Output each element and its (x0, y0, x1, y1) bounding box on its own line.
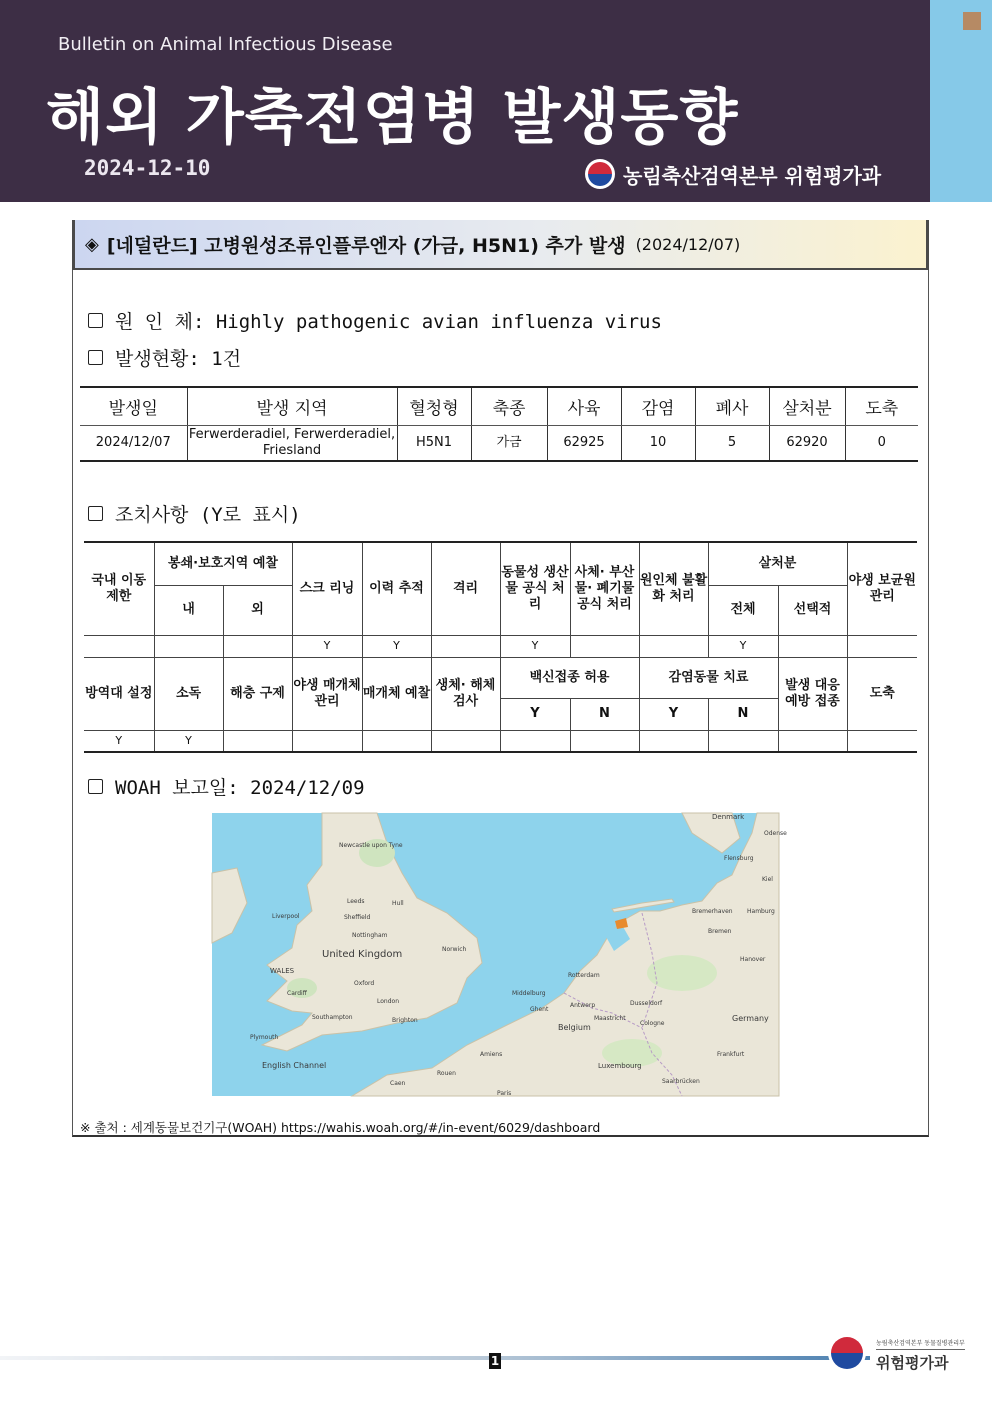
measures-header-row-2 (84, 657, 917, 698)
header-treat-y: Y (639, 698, 708, 730)
header-wild-vector: 야생 매개체 관리 (292, 657, 362, 730)
source-citation: ※ 출처 : 세계동물보건기구(WOAH) https://wahis.woah.org/#/in-event/6029/dashboard (80, 1120, 601, 1135)
report-title-bar (72, 220, 929, 270)
value-cell: Y (84, 730, 154, 752)
header-zone-in: 내 (154, 585, 223, 635)
header-vaccine-y: Y (500, 698, 570, 730)
table-cell: 10 (621, 425, 695, 461)
diamond-bullet-icon: ◈ (85, 233, 99, 255)
value-cell: Y (154, 730, 223, 752)
checkbox-icon (88, 779, 103, 794)
map-label-germany: Germany (732, 1014, 769, 1023)
taegeuk-emblem-icon (585, 159, 615, 189)
map-city-label: Hull (392, 900, 404, 907)
measures-line (88, 500, 301, 527)
footer-emblem-icon (828, 1334, 866, 1372)
outbreak-table (80, 386, 918, 462)
measures-value-row-2 (84, 730, 917, 752)
table-cell: 가금 (471, 425, 547, 461)
map-label-uk: United Kingdom (322, 949, 403, 960)
header-wildlife: 야생 보균원 관리 (847, 542, 917, 635)
value-cell (362, 730, 431, 752)
pathogen-line (88, 307, 662, 334)
header-treatment: 감염동물 치료 (639, 657, 778, 698)
organization (585, 158, 881, 190)
map-city-label: Middelburg (512, 990, 546, 997)
header-necropsy: 생체· 해체 검사 (431, 657, 500, 730)
map-city-label: Plymouth (250, 1034, 279, 1041)
header-emergency-vax: 발생 대응 예방 접종 (778, 657, 847, 730)
value-cell (847, 635, 917, 657)
organization-name: 농림축산검역본부 위험평가과 (623, 163, 882, 188)
map-city-label: Leeds (347, 898, 365, 905)
outbreak-map[interactable] (212, 813, 787, 1097)
map-city-label: Paris (497, 1090, 512, 1097)
checkbox-icon (88, 313, 103, 328)
woah-report-text: WOAH 보고일: 2024/12/09 (115, 777, 365, 799)
page-title: 해외 가축전염병 발생동향 (46, 83, 739, 153)
map-city-label: Hanover (740, 956, 766, 963)
measures-table (84, 541, 917, 753)
status-line (88, 344, 241, 371)
value-cell (223, 635, 292, 657)
measures-text: 조치사항 (Y로 표시) (115, 504, 301, 526)
map-city-label: Oxford (354, 980, 375, 987)
footer-org-big: 위험평가과 (876, 1354, 949, 1372)
value-cell: Y (708, 635, 778, 657)
bulletin-subtitle: Bulletin on Animal Infectious Disease (58, 34, 393, 55)
header-zone: 봉쇄·보호지역 예찰 (154, 542, 292, 585)
map-city-label: Antwerp (570, 1002, 596, 1009)
value-cell: Y (292, 635, 362, 657)
column-header: 발생 지역 (187, 387, 397, 425)
table-cell: 0 (845, 425, 918, 461)
table-cell: 5 (695, 425, 769, 461)
value-cell (500, 730, 570, 752)
map-label-belgium: Belgium (558, 1023, 591, 1032)
header-slaughter: 도축 (847, 657, 917, 730)
value-cell (639, 730, 708, 752)
map-city-label: Flensburg (724, 855, 754, 862)
footer-org-small: 농림축산검역본부 동물질병관리부 (876, 1338, 965, 1350)
checkbox-icon (88, 350, 103, 365)
map-label-lux: Luxembourg (598, 1062, 642, 1070)
value-cell (708, 730, 778, 752)
footer-line (0, 1356, 870, 1360)
header-screening: 스크 리닝 (292, 542, 362, 635)
header-vaccine: 백신접종 허용 (500, 657, 639, 698)
map-city-label: Amiens (480, 1051, 503, 1058)
value-cell (639, 635, 708, 657)
map-city-label: Nottingham (352, 932, 388, 939)
pathogen-text: 원 인 체: Highly pathogenic avian influenza virus (115, 311, 662, 333)
map-city-label: Bremerhaven (692, 908, 733, 915)
header-side-bar (930, 0, 992, 202)
value-cell (778, 635, 847, 657)
map-city-label: Hamburg (747, 908, 775, 915)
header-zone-out: 외 (223, 585, 292, 635)
page-number: 1 (490, 1354, 500, 1368)
woah-report-line (88, 773, 365, 800)
map-city-label: Rotterdam (568, 972, 600, 979)
map-city-label: Cardiff (287, 990, 307, 997)
measures-header-row (84, 542, 917, 585)
header-tracing: 이력 추적 (362, 542, 431, 635)
map-label-wales: WALES (270, 967, 295, 975)
table-cell: Ferwerderadiel, Ferwerderadiel, Friesland (187, 425, 397, 461)
value-cell (847, 730, 917, 752)
map-label-denmark: Denmark (712, 813, 745, 821)
map-city-label: Dusseldorf (630, 1000, 663, 1007)
header-disinfection: 소독 (154, 657, 223, 730)
header-domestic: 국내 이동 제한 (84, 542, 154, 635)
status-text: 발생현황: 1건 (115, 348, 242, 370)
report-title-date: (2024/12/07) (635, 234, 741, 254)
column-header: 축종 (471, 387, 547, 425)
value-cell (223, 730, 292, 752)
header-vector: 해충 구제 (223, 657, 292, 730)
header-animal-products: 동물성 생산물 공식 처리 (500, 542, 570, 635)
map-city-label: Saarbrücken (662, 1078, 700, 1085)
map-city-label: Bremen (708, 928, 732, 935)
map-graphic (212, 813, 787, 1097)
value-cell (84, 635, 154, 657)
map-city-label: Newcastle upon Tyne (339, 842, 403, 849)
map-city-label: Kiel (762, 876, 773, 883)
header-vector-surv: 매개체 예찰 (362, 657, 431, 730)
table-cell: 62920 (769, 425, 845, 461)
map-label-channel: English Channel (262, 1061, 327, 1070)
map-city-label: Sheffield (344, 914, 371, 921)
accent-square (963, 12, 981, 30)
map-city-label: Caen (390, 1080, 406, 1087)
checkbox-icon (88, 506, 103, 521)
map-city-label: Liverpool (272, 913, 300, 920)
header-carcass: 사체· 부산물· 폐기물 공식 처리 (570, 542, 639, 635)
value-cell (778, 730, 847, 752)
publication-date: 2024-12-10 (84, 156, 211, 180)
map-city-label: Ghent (530, 1006, 549, 1013)
map-city-label: Odense (764, 830, 787, 837)
map-city-label: Cologne (640, 1020, 665, 1027)
header-quarantine: 격리 (431, 542, 500, 635)
column-header: 혈청형 (397, 387, 471, 425)
header-banner (0, 0, 930, 202)
map-city-label: Rouen (437, 1070, 456, 1077)
table-row (80, 425, 918, 461)
column-header: 사육 (547, 387, 621, 425)
value-cell (292, 730, 362, 752)
header-inactivation: 원인체 불활화 처리 (639, 542, 708, 635)
value-cell: Y (362, 635, 431, 657)
column-header: 감염 (621, 387, 695, 425)
value-cell (154, 635, 223, 657)
column-header: 발생일 (80, 387, 187, 425)
value-cell (570, 635, 639, 657)
value-cell (431, 730, 500, 752)
column-header: 폐사 (695, 387, 769, 425)
table-cell: 2024/12/07 (80, 425, 187, 461)
header-culling: 살처분 (708, 542, 847, 585)
map-city-label: Norwich (442, 946, 467, 953)
map-city-label: Southampton (312, 1014, 353, 1021)
map-city-label: Brighton (392, 1017, 418, 1024)
table-cell: H5N1 (397, 425, 471, 461)
header-treat-n: N (708, 698, 778, 730)
map-city-label: London (377, 998, 399, 1005)
header-zoning: 방역대 설정 (84, 657, 154, 730)
map-city-label: Maastricht (594, 1015, 626, 1022)
value-cell: Y (500, 635, 570, 657)
report-title: [네덜란드] 고병원성조류인플루엔자 (가금, H5N1) 추가 발생 (106, 234, 626, 257)
header-cull-all: 전체 (708, 585, 778, 635)
header-vaccine-n: N (570, 698, 639, 730)
value-cell (431, 635, 500, 657)
table-header-row (80, 387, 918, 425)
measures-value-row (84, 635, 917, 657)
column-header: 도축 (845, 387, 918, 425)
value-cell (570, 730, 639, 752)
column-header: 살처분 (769, 387, 845, 425)
header-cull-select: 선택적 (778, 585, 847, 635)
table-cell: 62925 (547, 425, 621, 461)
map-city-label: Frankfurt (717, 1051, 745, 1058)
